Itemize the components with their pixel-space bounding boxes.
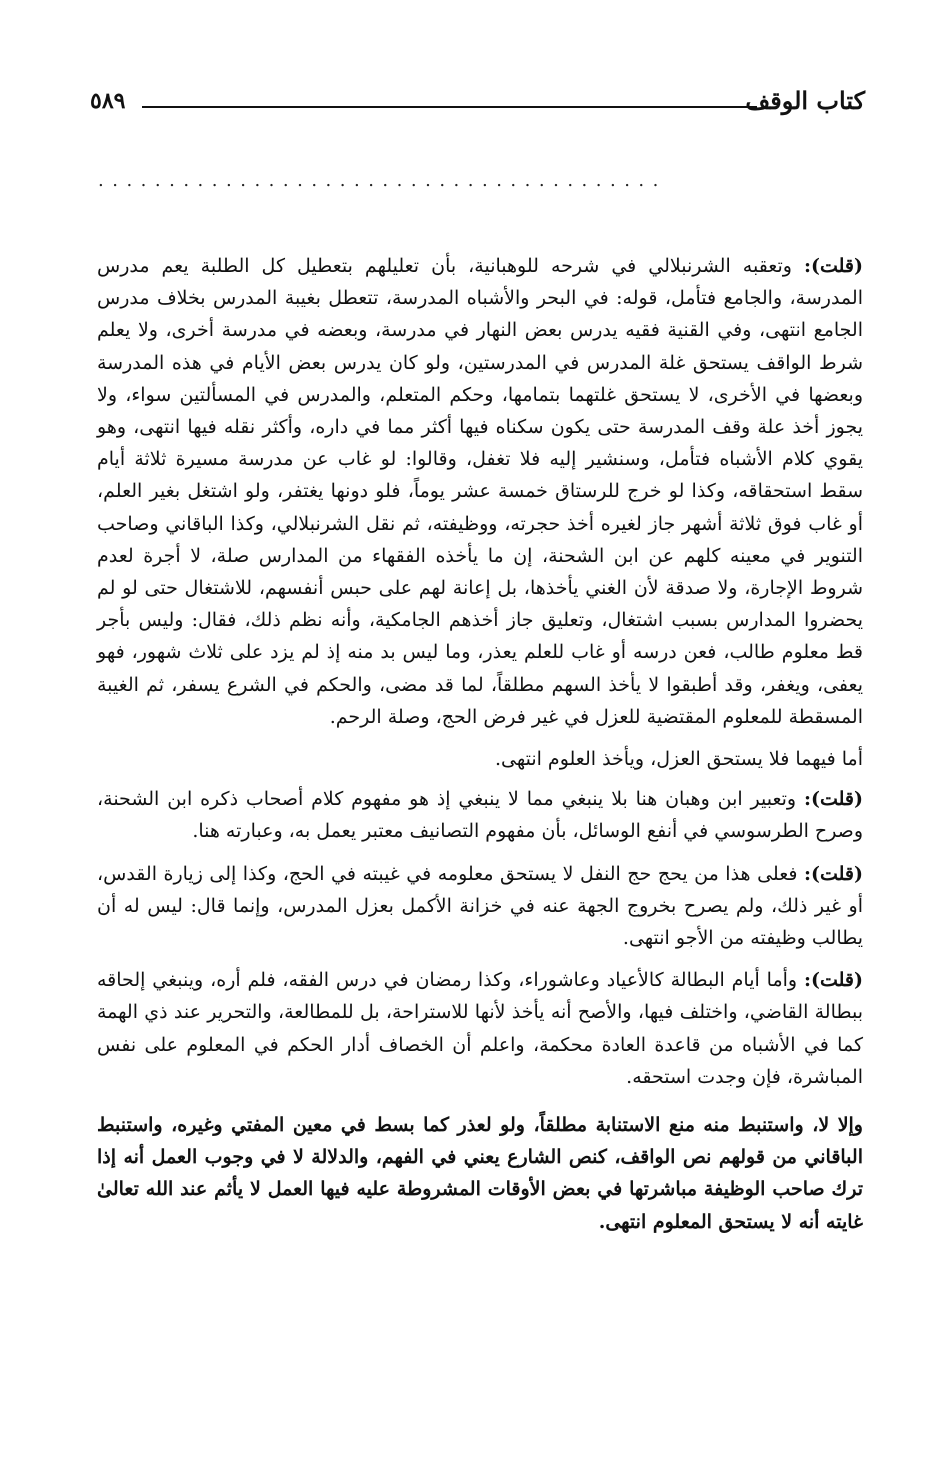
paragraph-text: أما فيهما فلا يستحق العزل، ويأخذ العلوم انتهى.	[494, 748, 863, 771]
paragraph	[97, 1109, 863, 1238]
paragraph-text: وتعقبه الشرنبلالي في شرحه للوهبانية، بأن تعليلهم بتعطيل كل الطلبة يعم مدرس المدرسة، والجامع فتأمل، قوله: في البحر والأشباه المدرسة، تتعطل بغيبة المدرس بخلاف مدرس الجامع انتهى، وفي القنية فقيه يدرس بعض النهار في مدرسة، وبعضه في مدرسة أخرى، ولا يعلم شرط الواقف يستحق غلة المدرس في المدرستين، ولو كان يدرس بعض الأيام في هذه المدرسة وبعضها في الأخرى، لا يستحق غلتهما بتمامها، وحكم المتعلم، والمدرس في المسألتين سواء، ولا يجوز أخذ علة وقف المدرسة حتى يكون سكناه فيها أكثر مما في داره، وأكثر نقله فيها انتهى، وهو يقوي كلام الأشباه فتأمل، وسنشير إليه فلا تغفل، وقالوا: لو غاب عن مدرسة مسيرة ثلاثة أيام سقط استحقاقه، وكذا لو خرج للرستاق خمسة عشر يوماً، فلو دونها يغتفر، ولو اشتغل بغير العلم، أو غاب فوق ثلاثة أشهر جاز لغيره أخذ حجرته، ووظيفته، ثم نقل الشرنبلالي، وكذا الباقاني وصاحب التنوير في معينه كلهم عن ابن الشحنة، إن ما يأخذه الفقهاء من المدارس صلة، لا أجرة لعدم شروط الإجارة، ولا صدقة لأن الغني يأخذها، بل إعانة لهم على حبس أنفسهم، للاشتغال حتى لو لم يحضروا المدارس بسبب اشتغال، وتعليق جاز أخذهم الجامكية، وأنه نظم ذلك، فقال: وليس بأجر قط معلوم طالب، فعن درسه أو غاب للعلم يعذر، وما ليس بد منه إذ لم يزد على ثلاث شهور، فهو يعفى، ويغفر، وقد أطبقوا لا يأخذ السهم مطلقاً، لما قد مضى، والحكم في الشرع يسفر، ثم الغيبة المسقطة للمعلوم المقتضية للعزل في غير فرض الحج، وصلة الرحم.	[97, 255, 863, 728]
paragraph	[97, 858, 863, 955]
paragraph	[97, 783, 863, 847]
page-number: ٥٨٩	[90, 88, 126, 114]
paragraph-lead: (قلت):	[803, 788, 863, 811]
page-body	[97, 250, 863, 1248]
paragraph	[97, 250, 863, 733]
paragraph-lead: (قلت):	[803, 969, 863, 992]
paragraph-text: وأما أيام البطالة كالأعياد وعاشوراء، وكذا رمضان في درس الفقه، فلم أره، وينبغي إلحاقه ببطالة القاضي، واختلف فيها، والأصح أنه يأخذ لأنها للاستراحة، بل للمطالعة، والتحرير عند ذي الهمة كما في الأشباه من قاعدة العادة محكمة، واعلم أن الخصاف أدار الحكم في المعلوم على نفس المباشرة، فإن وجدت استحقه.	[97, 969, 863, 1088]
dotted-separator: ........................................	[98, 170, 667, 191]
book-title: كتاب الوقف	[745, 86, 865, 115]
paragraph	[97, 964, 863, 1093]
paragraph-text: وإلا لا، واستنبط منه منع الاستنابة مطلقاً، ولو لعذر كما بسط في معين المفتي وغيره، واستنبط الباقاني من قولهم نص الواقف، كنص الشارع يعني في الفهم، والدلالة لا في وجوب العمل أنه إذا ترك صاحب الوظيفة مباشرتها في بعض الأوقات المشروطة عليه فيها العمل لا يأثم عند الله تعالىٰ غايته أنه لا يستحق المعلوم انتهى.	[97, 1114, 863, 1233]
page-header	[90, 84, 865, 124]
paragraph-lead: (قلت):	[803, 862, 863, 885]
header-rule	[142, 106, 757, 108]
paragraph-text: وتعبير ابن وهبان هنا بلا ينبغي مما لا ينبغي إذ هو مفهوم كلام أصحاب ذكره ابن الشحنة، وصرح الطرسوسي في أنفع الوسائل، بأن مفهوم التصانيف معتبر يعمل به، وعبارته هنا.	[97, 788, 863, 843]
paragraph-lead: (قلت):	[803, 255, 863, 277]
paragraph-text: فعلى هذا من يحج حج النفل لا يستحق معلومه في غيبته في الحج، وكذا إلى زيارة القدس، أو غير ذلك، ولم يصرح بخروج الجهة عنه في خزانة الأكمل بعزل المدرس، وإنما قال: ليس له أن يطالب وظيفته من الأجو انتهى.	[97, 862, 863, 950]
paragraph	[97, 743, 863, 775]
